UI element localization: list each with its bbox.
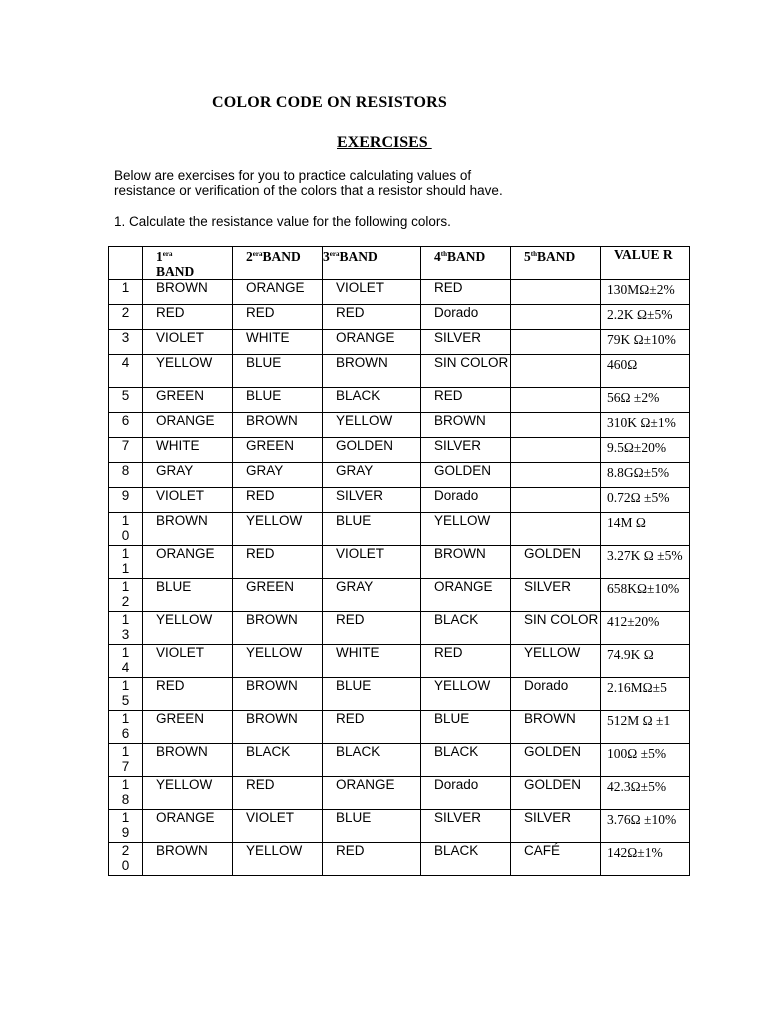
row-number-cell: 10 (109, 513, 143, 546)
band-4-cell: BLUE (421, 711, 511, 744)
band-3-cell: BROWN (323, 355, 421, 388)
row-number-cell: 18 (109, 777, 143, 810)
band-1-cell: BROWN (143, 280, 233, 305)
band-1-cell: ORANGE (143, 413, 233, 438)
row-number-cell: 14 (109, 645, 143, 678)
table-row (109, 280, 690, 305)
band-1-cell: ORANGE (143, 546, 233, 579)
band-1-cell: RED (143, 305, 233, 330)
band-2-cell: YELLOW (233, 645, 323, 678)
band-5-cell: Dorado (511, 678, 601, 711)
band-2-cell: VIOLET (233, 810, 323, 843)
value-r-cell: 412±20% (601, 612, 690, 645)
table-row (109, 388, 690, 413)
value-r-cell: 3.76Ω ±10% (601, 810, 690, 843)
table-row (109, 513, 690, 546)
intro-paragraph: Below are exercises for you to practice calculating values of resistance or verification of the colors that a resistor should have. (114, 168, 503, 198)
table-row (109, 463, 690, 488)
band-5-cell: BROWN (511, 711, 601, 744)
band-5-cell (511, 330, 601, 355)
row-number-cell: 4 (109, 355, 143, 388)
band-1-cell: VIOLET (143, 488, 233, 513)
band-1-cell: BROWN (143, 513, 233, 546)
band-2-cell: ORANGE (233, 280, 323, 305)
table-row (109, 438, 690, 463)
header-band-4: 4thBAND (421, 247, 511, 280)
row-number-cell: 9 (109, 488, 143, 513)
band-4-cell: BROWN (421, 413, 511, 438)
value-r-cell: 79K Ω±10% (601, 330, 690, 355)
value-r-cell: 512M Ω ±1 (601, 711, 690, 744)
header-number (109, 247, 143, 280)
band-4-cell: SILVER (421, 438, 511, 463)
band-4-cell: BLACK (421, 843, 511, 876)
band-4-cell: RED (421, 645, 511, 678)
table-row (109, 355, 690, 388)
value-r-cell: 658KΩ±10% (601, 579, 690, 612)
row-number-cell: 11 (109, 546, 143, 579)
table-row (109, 579, 690, 612)
row-number-cell: 1 (109, 280, 143, 305)
band-2-cell: BLUE (233, 355, 323, 388)
band-3-cell: SILVER (323, 488, 421, 513)
band-4-cell: GOLDEN (421, 463, 511, 488)
band-2-cell: BROWN (233, 413, 323, 438)
band-5-cell: YELLOW (511, 645, 601, 678)
table-row (109, 843, 690, 876)
header-value-r: VALUE R (601, 247, 690, 280)
page-title: COLOR CODE ON RESISTORS (212, 94, 448, 111)
band-5-cell (511, 413, 601, 438)
band-1-cell: VIOLET (143, 645, 233, 678)
band-5-cell: SILVER (511, 579, 601, 612)
band-4-cell: RED (421, 388, 511, 413)
band-4-cell: SILVER (421, 810, 511, 843)
band-5-cell (511, 513, 601, 546)
band-5-cell (511, 388, 601, 413)
row-number-cell: 3 (109, 330, 143, 355)
row-number-cell: 8 (109, 463, 143, 488)
band-1-cell: WHITE (143, 438, 233, 463)
band-2-cell: GREEN (233, 438, 323, 463)
value-r-cell: 9.5Ω±20% (601, 438, 690, 463)
band-3-cell: GRAY (323, 579, 421, 612)
header-band-3: $3^{era}BAND$ (323, 247, 421, 280)
band-1-cell: VIOLET (143, 330, 233, 355)
band-5-cell: SIN COLOR (511, 612, 601, 645)
band-5-cell (511, 355, 601, 388)
band-2-cell: YELLOW (233, 513, 323, 546)
band-4-cell: Dorado (421, 305, 511, 330)
table-row (109, 330, 690, 355)
table-row (109, 413, 690, 438)
row-number-cell: 13 (109, 612, 143, 645)
table-row (109, 744, 690, 777)
band-4-cell: YELLOW (421, 513, 511, 546)
resistor-exercise-table (108, 246, 690, 876)
band-3-cell: GOLDEN (323, 438, 421, 463)
band-5-cell: GOLDEN (511, 744, 601, 777)
band-1-cell: BLUE (143, 579, 233, 612)
band-3-cell: YELLOW (323, 413, 421, 438)
band-2-cell: GRAY (233, 463, 323, 488)
table-row (109, 612, 690, 645)
band-2-cell: RED (233, 777, 323, 810)
band-3-cell: RED (323, 612, 421, 645)
table-row (109, 711, 690, 744)
band-4-cell: SIN COLOR (421, 355, 511, 388)
band-4-cell: BLACK (421, 744, 511, 777)
table-row (109, 546, 690, 579)
value-r-cell: 42.3Ω±5% (601, 777, 690, 810)
table-header-row (109, 247, 690, 280)
band-1-cell: GRAY (143, 463, 233, 488)
table-row (109, 488, 690, 513)
band-4-cell: ORANGE (421, 579, 511, 612)
band-5-cell (511, 305, 601, 330)
band-1-cell: BROWN (143, 843, 233, 876)
value-r-cell: 142Ω±1% (601, 843, 690, 876)
band-5-cell (511, 280, 601, 305)
value-r-cell: 2.2K Ω±5% (601, 305, 690, 330)
band-4-cell: Dorado (421, 777, 511, 810)
question-1: 1. Calculate the resistance value for the following colors. (114, 214, 451, 229)
band-1-cell: GREEN (143, 711, 233, 744)
band-1-cell: BROWN (143, 744, 233, 777)
row-number-cell: 6 (109, 413, 143, 438)
row-number-cell: 5 (109, 388, 143, 413)
band-1-cell: RED (143, 678, 233, 711)
band-4-cell: SILVER (421, 330, 511, 355)
table-row (109, 777, 690, 810)
band-3-cell: GRAY (323, 463, 421, 488)
band-4-cell: BROWN (421, 546, 511, 579)
band-3-cell: RED (323, 305, 421, 330)
value-r-cell: 74.9K Ω (601, 645, 690, 678)
row-number-cell: 20 (109, 843, 143, 876)
band-2-cell: GREEN (233, 579, 323, 612)
band-3-cell: VIOLET (323, 546, 421, 579)
table-row (109, 305, 690, 330)
band-2-cell: BROWN (233, 612, 323, 645)
band-5-cell: CAFÉ (511, 843, 601, 876)
header-band-2: $2^{era}BAND$ (233, 247, 323, 280)
band-5-cell: SILVER (511, 810, 601, 843)
band-3-cell: ORANGE (323, 330, 421, 355)
band-5-cell: GOLDEN (511, 546, 601, 579)
band-1-cell: ORANGE (143, 810, 233, 843)
band-4-cell: RED (421, 280, 511, 305)
band-5-cell (511, 438, 601, 463)
row-number-cell: 17 (109, 744, 143, 777)
band-2-cell: BROWN (233, 711, 323, 744)
band-3-cell: BLACK (323, 388, 421, 413)
band-2-cell: YELLOW (233, 843, 323, 876)
value-r-cell: 310K Ω±1% (601, 413, 690, 438)
value-r-cell: 2.16MΩ±5 (601, 678, 690, 711)
row-number-cell: 19 (109, 810, 143, 843)
band-3-cell: RED (323, 711, 421, 744)
row-number-cell: 2 (109, 305, 143, 330)
band-1-cell: YELLOW (143, 777, 233, 810)
band-3-cell: BLUE (323, 678, 421, 711)
band-1-cell: YELLOW (143, 612, 233, 645)
band-3-cell: BLUE (323, 513, 421, 546)
band-3-cell: BLUE (323, 810, 421, 843)
band-2-cell: WHITE (233, 330, 323, 355)
value-r-cell: 14M Ω (601, 513, 690, 546)
table-row (109, 678, 690, 711)
band-4-cell: Dorado (421, 488, 511, 513)
value-r-cell: 0.72Ω ±5% (601, 488, 690, 513)
band-2-cell: RED (233, 305, 323, 330)
band-3-cell: ORANGE (323, 777, 421, 810)
band-3-cell: WHITE (323, 645, 421, 678)
table-body (109, 280, 690, 876)
band-2-cell: RED (233, 546, 323, 579)
value-r-cell: 100Ω ±5% (601, 744, 690, 777)
value-r-cell: 130MΩ±2% (601, 280, 690, 305)
section-heading-exercises: EXERCISES (337, 134, 432, 151)
band-4-cell: BLACK (421, 612, 511, 645)
row-number-cell: 16 (109, 711, 143, 744)
band-5-cell: GOLDEN (511, 777, 601, 810)
band-2-cell: RED (233, 488, 323, 513)
band-5-cell (511, 488, 601, 513)
value-r-cell: 3.27K Ω ±5% (601, 546, 690, 579)
row-number-cell: 15 (109, 678, 143, 711)
row-number-cell: 7 (109, 438, 143, 463)
band-3-cell: VIOLET (323, 280, 421, 305)
band-2-cell: BLUE (233, 388, 323, 413)
band-3-cell: RED (323, 843, 421, 876)
table-row (109, 645, 690, 678)
header-band-1: $1^{era}$ BAND (143, 247, 233, 280)
band-3-cell: BLACK (323, 744, 421, 777)
band-2-cell: BROWN (233, 678, 323, 711)
value-r-cell: 8.8GΩ±5% (601, 463, 690, 488)
value-r-cell: 460Ω (601, 355, 690, 388)
band-1-cell: YELLOW (143, 355, 233, 388)
row-number-cell: 12 (109, 579, 143, 612)
band-5-cell (511, 463, 601, 488)
table-row (109, 810, 690, 843)
header-band-5: 5thBAND (511, 247, 601, 280)
band-4-cell: YELLOW (421, 678, 511, 711)
band-1-cell: GREEN (143, 388, 233, 413)
value-r-cell: 56Ω ±2% (601, 388, 690, 413)
band-2-cell: BLACK (233, 744, 323, 777)
